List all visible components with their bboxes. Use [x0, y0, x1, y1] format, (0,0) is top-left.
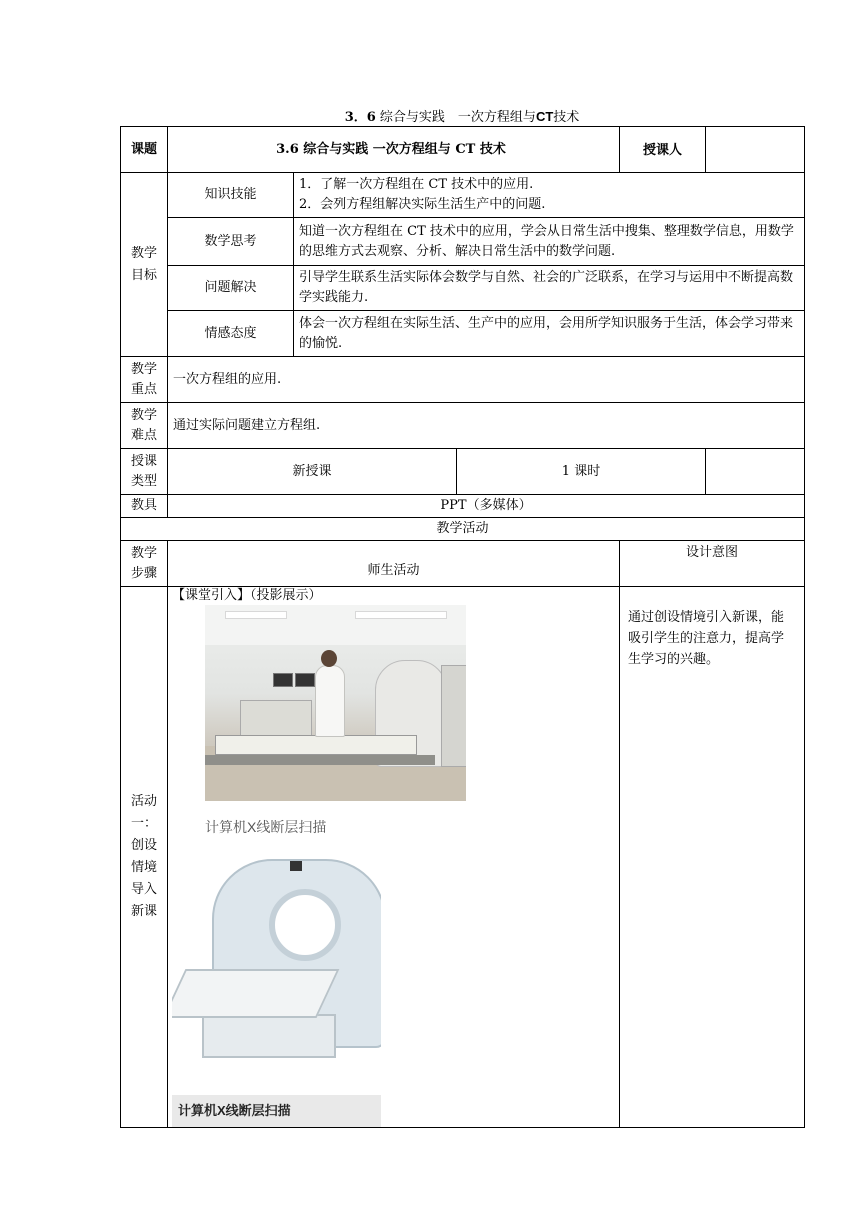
lesson-type-extra — [706, 449, 805, 495]
topic-text: 3.6 综合与实践 一次方程组与 CT 技术 — [276, 141, 506, 157]
goals-label: 教学目标 — [121, 173, 168, 357]
ct-room-photo — [205, 605, 466, 801]
title-number: 3．6 — [344, 110, 376, 125]
lesson-type-value: 新授课 — [168, 449, 457, 495]
ct-scanner-caption: 计算机X线断层扫描 — [172, 1095, 381, 1127]
steps-label: 教学步骤 — [121, 541, 168, 587]
activity1-label-text: 活动一：创设情境导入新课 — [130, 794, 157, 919]
difficulty-text: 通过实际问题建立方程组. — [168, 403, 805, 449]
goal-name-thinking: 数学思考 — [168, 218, 294, 266]
goal-name-knowledge: 知识技能 — [168, 173, 294, 218]
activities-header: 教学活动 — [121, 518, 805, 541]
teacher-student-activity-header: 师生活动 — [168, 541, 620, 587]
title-text: 综合与实践 一次方程组与 — [379, 110, 536, 125]
goal-text-knowledge — [294, 173, 805, 218]
topic-value — [168, 127, 620, 173]
difficulty-label: 教学难点 — [121, 403, 168, 449]
goal-knowledge-line2: 2．会列方程组解决实际生活生产中的问题. — [299, 197, 546, 212]
teacher-value — [706, 127, 805, 173]
goal-name-attitude: 情感态度 — [168, 311, 294, 357]
ct-room-caption: 计算机X线断层扫描 — [205, 819, 327, 835]
title-ct: CT — [535, 109, 554, 124]
goal-name-problem: 问题解决 — [168, 266, 294, 311]
lesson-hours-value: 1 课时 — [457, 449, 706, 495]
tools-label: 教具 — [121, 495, 168, 518]
lesson-plan-table — [120, 126, 805, 1128]
title-tail: 技术 — [553, 110, 580, 125]
document-title — [120, 106, 804, 125]
key-point-label: 教学重点 — [121, 357, 168, 403]
topic-label: 课题 — [121, 127, 168, 173]
goal-knowledge-line1: 1．了解一次方程组在 CT 技术中的应用. — [299, 177, 534, 192]
activity1-intro: 【课堂引入】（投影展示） — [172, 588, 322, 603]
activity1-label — [121, 587, 168, 1128]
key-point-text: 一次方程组的应用. — [168, 357, 805, 403]
activity1-intent: 通过创设情境引入新课，能吸引学生的注意力，提高学生学习的兴趣。 — [620, 587, 805, 1128]
lesson-type-label: 授课类型 — [121, 449, 168, 495]
ct-scanner-photo — [172, 849, 381, 1095]
goal-text-thinking: 知道一次方程组在 CT 技术中的应用，学会从日常生活中搜集、整理数学信息，用数学的思维方式去观察、分析、解决日常生活中的数学问题. — [294, 218, 805, 266]
goal-text-attitude: 体会一次方程组在实际生活、生产中的应用，会用所学知识服务于生活，体会学习带来的愉悦. — [294, 311, 805, 357]
activity1-content — [168, 587, 620, 1128]
goal-text-problem: 引导学生联系生活实际体会数学与自然、社会的广泛联系，在学习与运用中不断提高数学实践能力. — [294, 266, 805, 311]
design-intent-header: 设计意图 — [620, 541, 805, 587]
tools-value: PPT（多媒体） — [168, 495, 805, 518]
teacher-label: 授课人 — [620, 127, 706, 173]
